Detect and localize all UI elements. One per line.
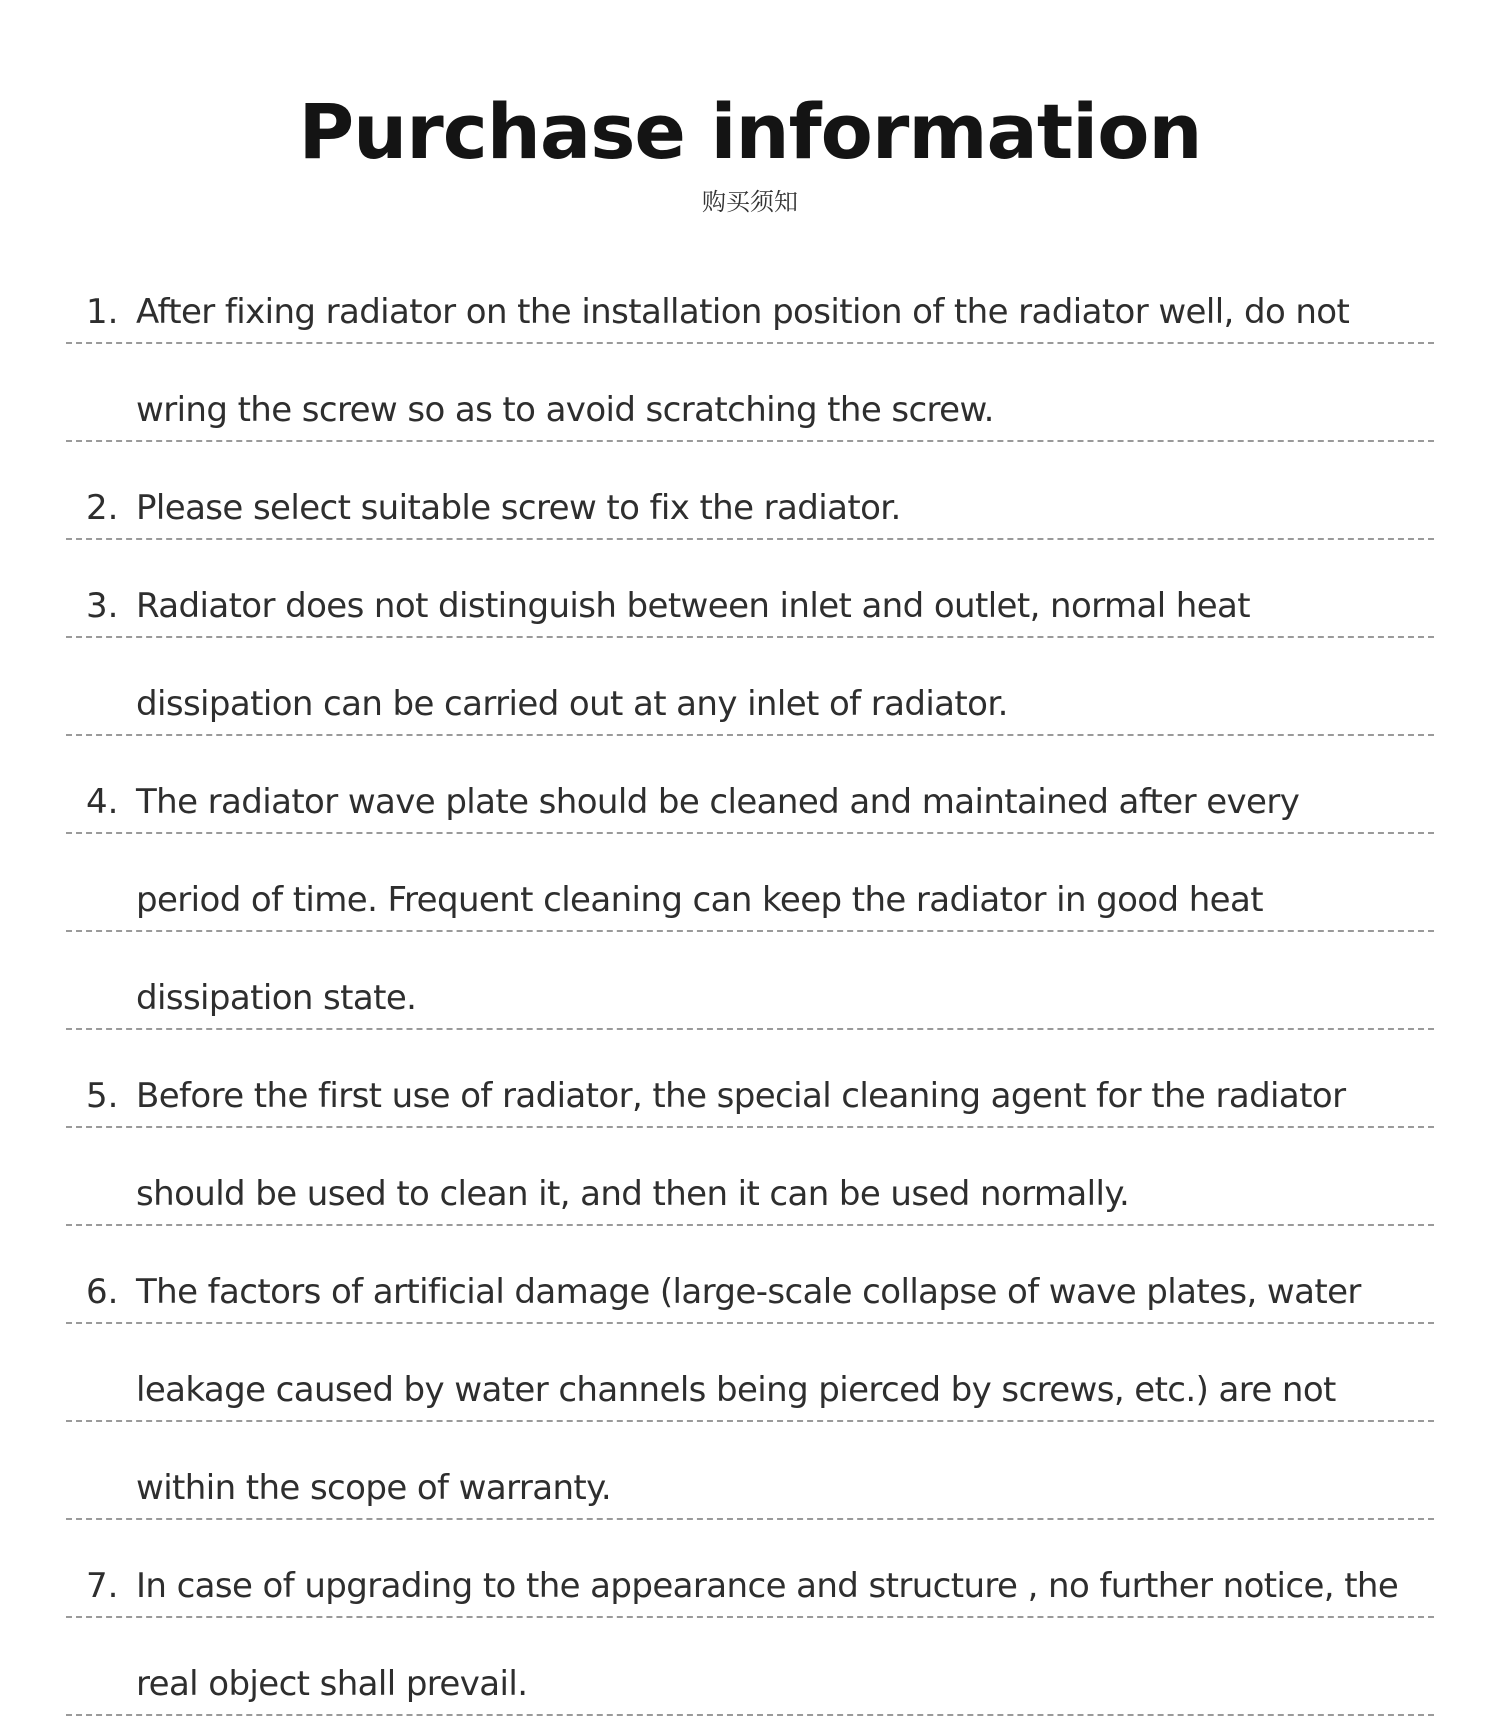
notice-text: dissipation state. bbox=[136, 978, 417, 1018]
notice-line bbox=[66, 540, 1434, 638]
notice-text: leakage caused by water channels being pierced by screws, etc.) are not bbox=[136, 1370, 1336, 1410]
notice-text: The factors of artificial damage (large-scale collapse of wave plates, water bbox=[136, 1272, 1361, 1312]
notice-line bbox=[66, 638, 1434, 736]
notice-list bbox=[66, 266, 1434, 1716]
notice-line bbox=[66, 1618, 1434, 1716]
notice-line bbox=[66, 1030, 1434, 1128]
notice-number: 6. bbox=[86, 1272, 119, 1312]
notice-text: should be used to clean it, and then it can be used normally. bbox=[136, 1174, 1130, 1214]
notice-text: period of time. Frequent cleaning can keep the radiator in good heat bbox=[136, 880, 1263, 920]
notice-number: 4. bbox=[86, 782, 119, 822]
notice-line bbox=[66, 932, 1434, 1030]
notice-text: real object shall prevail. bbox=[136, 1664, 528, 1704]
notice-number: 5. bbox=[86, 1076, 119, 1116]
notice-text: Before the first use of radiator, the special cleaning agent for the radiator bbox=[136, 1076, 1346, 1116]
notice-text: wring the screw so as to avoid scratching the screw. bbox=[136, 390, 994, 430]
notice-text: After fixing radiator on the installation position of the radiator well, do not bbox=[136, 292, 1350, 332]
notice-number: 3. bbox=[86, 586, 119, 626]
notice-line bbox=[66, 1520, 1434, 1618]
notice-number: 1. bbox=[86, 292, 119, 332]
notice-line bbox=[66, 344, 1434, 442]
notice-text: dissipation can be carried out at any inlet of radiator. bbox=[136, 684, 1008, 724]
page-subtitle: 购买须知 bbox=[702, 188, 798, 216]
notice-text: within the scope of warranty. bbox=[136, 1468, 612, 1508]
notice-text: In case of upgrading to the appearance and structure , no further notice, the bbox=[136, 1566, 1399, 1606]
page-title: Purchase information bbox=[298, 87, 1202, 176]
notice-line bbox=[66, 442, 1434, 540]
notice-line bbox=[66, 266, 1434, 344]
notice-line bbox=[66, 1226, 1434, 1324]
notice-number: 2. bbox=[86, 488, 119, 528]
notice-text: The radiator wave plate should be cleaned and maintained after every bbox=[136, 782, 1300, 822]
notice-line bbox=[66, 1128, 1434, 1226]
notice-line bbox=[66, 736, 1434, 834]
notice-number: 7. bbox=[86, 1566, 119, 1606]
notice-line bbox=[66, 1422, 1434, 1520]
notice-line bbox=[66, 1324, 1434, 1422]
notice-text: Radiator does not distinguish between inlet and outlet, normal heat bbox=[136, 586, 1250, 626]
notice-line bbox=[66, 834, 1434, 932]
notice-text: Please select suitable screw to fix the radiator. bbox=[136, 488, 901, 528]
